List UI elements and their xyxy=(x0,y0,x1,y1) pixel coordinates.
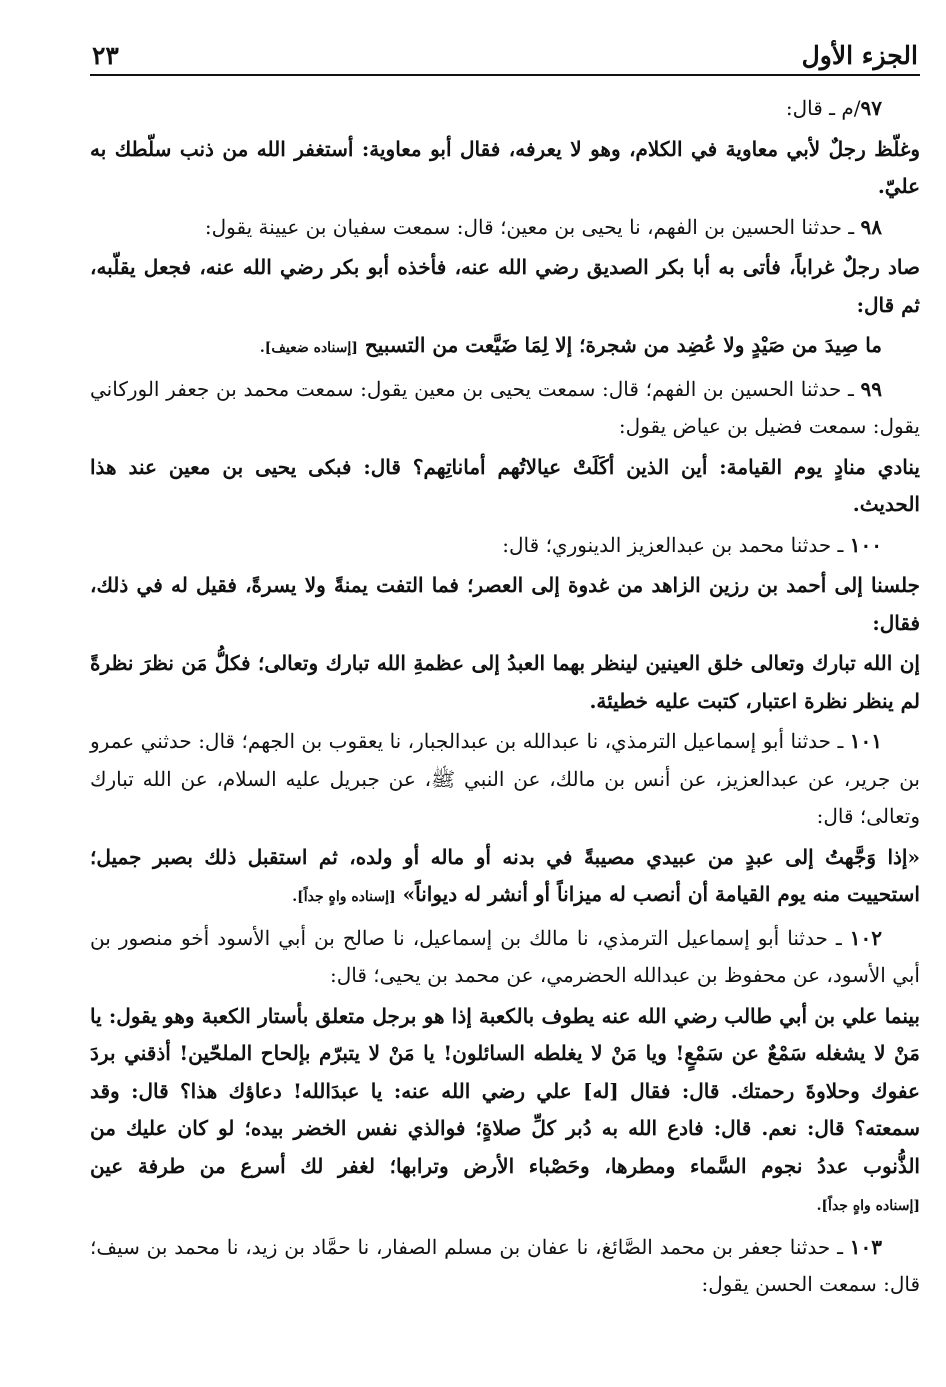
numbered-paragraph xyxy=(90,1229,920,1304)
paragraph-text: ما صِيدَ من صَيْدٍ ولا عُضِد من شجرة؛ إلا لِمَا ضَيَّعت من التسبيح xyxy=(364,333,882,357)
header-rule xyxy=(90,74,920,76)
header-title: الجزء الأول xyxy=(801,41,918,70)
paragraph-text: ينادي منادٍ يوم القيامة: أين الذين أكَلَتْ عيالاتُهم أماناتِهم؟ قال: فبكى يحيى بن معين عند هذا الحديث. xyxy=(90,454,920,516)
paragraph-number: ١٠٢ xyxy=(849,925,882,950)
paragraph-text: جلسنا إلى أحمد بن رزين الزاهد من غدوة إلى العصر؛ فما التفت يمنةً ولا يسرةً، فقيل له في ذلك، فقال: xyxy=(90,573,920,635)
paragraph-number: ١٠١ xyxy=(849,729,882,753)
running-header xyxy=(90,30,920,74)
paragraph-number: ٩٧ xyxy=(860,96,882,120)
paragraph-number: ١٠٠ xyxy=(849,532,882,557)
numbered-paragraph xyxy=(90,90,920,128)
paragraph-number: ١٠٣ xyxy=(849,1234,882,1259)
paragraph xyxy=(90,249,920,324)
document-body xyxy=(90,90,920,1304)
paragraph-text: بينما علي بن أبي طالب رضي الله عنه يطوف بالكعبة إذا هو برجل متعلق بأستار الكعبة وهو يقول: يا مَنْ لا يشغله سَمْعٌ عن سَمْعٍ! ويا مَنْ لا يغلطه السائلون! يا مَنْ لا يتبرّم بإلحاح الملحّين! أذقني بردَ عفوك وحلاوةَ رحمتك. قال: فقال [له] علي رضي الله عنه: يا عبدَالله! دعاؤك هذا؟ قال: وقد سمعته؟ قال: نعم. قال: فادع الله به دُبر كلِّ صلاةٍ؛ فوالذي نفس الخضر بيده؛ لو كان عليك من الذُّنوب عددُ نجوم السَّماء ومطرها، وحَصْباء الأرض وترابها؛ لغفر لك أسرع من طرفة عين xyxy=(90,1003,920,1178)
numbered-paragraph xyxy=(90,527,920,565)
paragraph-text: «إذا وَجَّهتُ إلى عبدٍ من عبيدي مصيبةً في بدنه أو ماله أو ولده، ثم استقبل ذلك بصبر جميل؛ استحييت منه يوم القيامة أن أنصب له ميزاناً أو أنشر له ديواناً» xyxy=(90,844,920,906)
paragraph-text: ـ حدثنا الحسين بن الفهم، نا يحيى بن معين؛ قال: سمعت سفيان بن عيينة يقول: xyxy=(204,214,861,239)
paragraph-text: ـ حدثنا أبو إسماعيل الترمذي، نا مالك بن إسماعيل، نا صالح بن أبي الأسود أخو منصور بن أبي الأسود، عن محفوظ بن عبدالله الحضرمي، عن محمد بن يحيى؛ قال: xyxy=(90,925,920,987)
page-number: ٢٣ xyxy=(92,41,119,70)
paragraph-text: وغلّظ رجلٌ لأبي معاوية في الكلام، وهو لا يعرفه، فقال أبو معاوية: أستغفر الله من ذنب سلّطك به عليّ. xyxy=(90,136,920,198)
numbered-paragraph xyxy=(90,723,920,836)
paragraph-number: ٩٩ xyxy=(860,376,882,401)
paragraph xyxy=(90,839,920,917)
paragraph xyxy=(90,449,920,524)
paragraph-text: ـ حدثنا أبو إسماعيل الترمذي، نا عبدالله بن عبدالجبار، نا يعقوب بن الجهم؛ قال: حدثني عمرو بن جرير، عن عبدالعزيز، عن أنس بن مالك، عن النبي ﷺ، عن جبريل عليه السلام، عن الله تبارك وتعالى؛ قال: xyxy=(90,729,920,828)
paragraph xyxy=(90,567,920,642)
paragraph xyxy=(90,327,920,368)
paragraph-text: ـ حدثنا الحسين بن الفهم؛ قال: سمعت يحيى بن معين يقول: سمعت محمد بن جعفر الوركاني يقول: سمعت فضيل بن عياض يقول: xyxy=(90,376,920,438)
paragraph xyxy=(90,131,920,206)
numbered-paragraph xyxy=(90,209,920,247)
isnad-grade: [إسناده واهٍ جداً]. xyxy=(292,889,396,905)
isnad-grade: [إسناده ضعيف]. xyxy=(259,340,358,356)
paragraph xyxy=(90,645,920,720)
numbered-paragraph xyxy=(90,371,920,446)
paragraph-text: إن الله تبارك وتعالى خلق العينين لينظر بهما العبدُ إلى عظمةِ الله تبارك وتعالى؛ فكلُّ مَن نظرَ نظرةً لم ينظر نظرة اعتبار، كتبت عليه خطيئة. xyxy=(90,651,920,713)
isnad-grade: [إسناده واهٍ جداً]. xyxy=(816,1198,920,1214)
paragraph-number: ٩٨ xyxy=(860,214,882,239)
numbered-paragraph xyxy=(90,920,920,995)
paragraph-text: صاد رجلٌ غراباً، فأتى به أبا بكر الصديق رضي الله عنه، فأخذه أبو بكر رضي الله عنه، فجعل يقلّبه، ثم قال: xyxy=(90,255,920,317)
paragraph xyxy=(90,998,920,1226)
paragraph-text: /م ـ قال: xyxy=(785,96,861,120)
paragraph-text: ـ حدثنا محمد بن عبدالعزيز الدينوري؛ قال: xyxy=(502,532,850,557)
paragraph-text: ـ حدثنا جعفر بن محمد الصَّائغ، نا عفان بن مسلم الصفار، نا حمَّاد بن زيد، نا محمد بن سيف؛ قال: سمعت الحسن يقول: xyxy=(90,1234,920,1296)
